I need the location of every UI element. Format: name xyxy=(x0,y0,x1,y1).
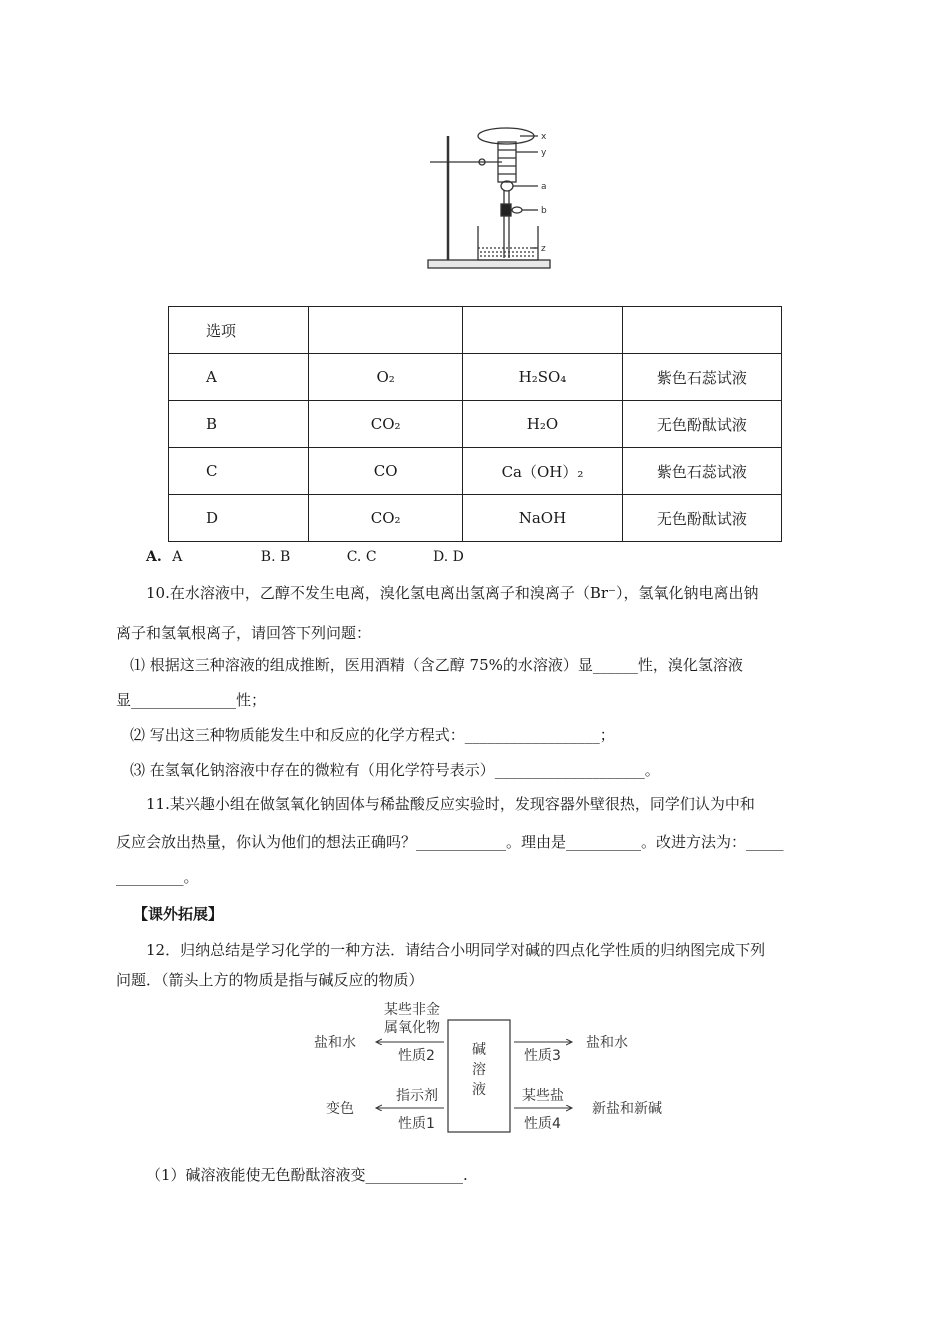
bottom-right-result: 新盐和新碱 xyxy=(592,1101,662,1117)
option-a-prefix: A. xyxy=(146,549,162,565)
table-row xyxy=(169,354,782,401)
table-cell xyxy=(622,307,781,354)
top-left-above-2: 属氧化物 xyxy=(384,1020,440,1036)
label-b: b xyxy=(541,206,547,216)
option-b: B. B xyxy=(260,549,291,565)
table-header-row xyxy=(169,307,782,354)
table-cell: 选项 xyxy=(169,307,309,354)
q10-part2: ⑵ 写出这三种物质能发生中和反应的化学方程式：__________________； xyxy=(130,726,615,744)
top-left-below: 性质2 xyxy=(398,1048,435,1064)
bottom-left-result: 变色 xyxy=(326,1101,354,1117)
table-cell: CO₂ xyxy=(309,401,463,448)
top-left-result: 盐和水 xyxy=(314,1035,356,1051)
table-cell: H₂SO₄ xyxy=(463,354,623,401)
bottom-right-below: 性质4 xyxy=(524,1116,561,1132)
apparatus-diagram xyxy=(420,126,560,272)
table-cell: O₂ xyxy=(309,354,463,401)
q12-line1: 12．归纳总结是学习化学的一种方法．请结合小明同学对碱的四点化学性质的归纳图完成下列 xyxy=(146,941,766,959)
q11-line2: 反应会放出热量，你认为他们的想法正确吗？____________。理由是__________。改进方法为：_____ xyxy=(116,833,784,851)
table-row xyxy=(169,401,782,448)
label-a: a xyxy=(541,182,547,192)
options-table xyxy=(168,306,782,542)
table-cell: A xyxy=(169,354,309,401)
q10-part1-line1: ⑴ 根据这三种溶液的组成推断，医用酒精（含乙醇 75%的水溶液）显______性，溴化氢溶液 xyxy=(130,656,743,674)
table-cell xyxy=(463,307,623,354)
section-heading: 【课外拓展】 xyxy=(133,905,224,923)
center-char-1: 碱 xyxy=(472,1042,486,1058)
table-cell: CO xyxy=(309,448,463,495)
q10-part3: ⑶ 在氢氧化钠溶液中存在的微粒有（用化学符号表示）____________________。 xyxy=(130,761,660,779)
option-d: D. D xyxy=(433,549,464,565)
table-cell: Ca（OH）₂ xyxy=(463,448,623,495)
bottom-right-above: 某些盐 xyxy=(522,1088,564,1104)
q12-line2: 问题．（箭头上方的物质是指与碱反应的物质） xyxy=(116,971,424,989)
table-cell: C xyxy=(169,448,309,495)
table-cell: 紫色石蕊试液 xyxy=(622,448,781,495)
table-cell xyxy=(309,307,463,354)
answer-options xyxy=(146,549,464,565)
bottom-left-above: 指示剂 xyxy=(396,1088,438,1104)
label-x: x xyxy=(541,132,547,142)
q12-part1: （1）碱溶液能使无色酚酞溶液变_____________. xyxy=(146,1166,468,1184)
q11-line3: _________。 xyxy=(116,868,199,886)
table-cell: 紫色石蕊试液 xyxy=(622,354,781,401)
base-properties-diagram xyxy=(310,1000,690,1140)
top-right-result: 盐和水 xyxy=(586,1035,628,1051)
table-cell: NaOH xyxy=(463,495,623,542)
option-c: C. C xyxy=(346,549,377,565)
center-char-3: 液 xyxy=(472,1082,486,1098)
q10-line1: 10.在水溶液中，乙醇不发生电离，溴化氢电离出氢离子和溴离子（Br⁻），氢氧化钠电离出钠 xyxy=(146,584,759,602)
q11-line1: 11.某兴趣小组在做氢氧化钠固体与稀盐酸反应实验时，发现容器外壁很热，同学们认为中和 xyxy=(146,795,755,813)
bottom-left-below: 性质1 xyxy=(398,1116,435,1132)
table-cell: 无色酚酞试液 xyxy=(622,495,781,542)
top-right-above: 性质3 xyxy=(524,1048,561,1064)
label-y: y xyxy=(541,148,547,158)
top-left-above-1: 某些非金 xyxy=(384,1002,440,1018)
table-row xyxy=(169,495,782,542)
table-cell: CO₂ xyxy=(309,495,463,542)
option-a: A xyxy=(172,549,183,565)
q10-part1-line2: 显______________性； xyxy=(116,691,267,709)
table-row xyxy=(169,448,782,495)
table-cell: B xyxy=(169,401,309,448)
q10-line2: 离子和氢氧根离子，请回答下列问题： xyxy=(116,624,372,642)
table-cell: D xyxy=(169,495,309,542)
table-cell: 无色酚酞试液 xyxy=(622,401,781,448)
table-cell: H₂O xyxy=(463,401,623,448)
label-z: z xyxy=(541,244,546,254)
center-char-2: 溶 xyxy=(472,1062,486,1078)
